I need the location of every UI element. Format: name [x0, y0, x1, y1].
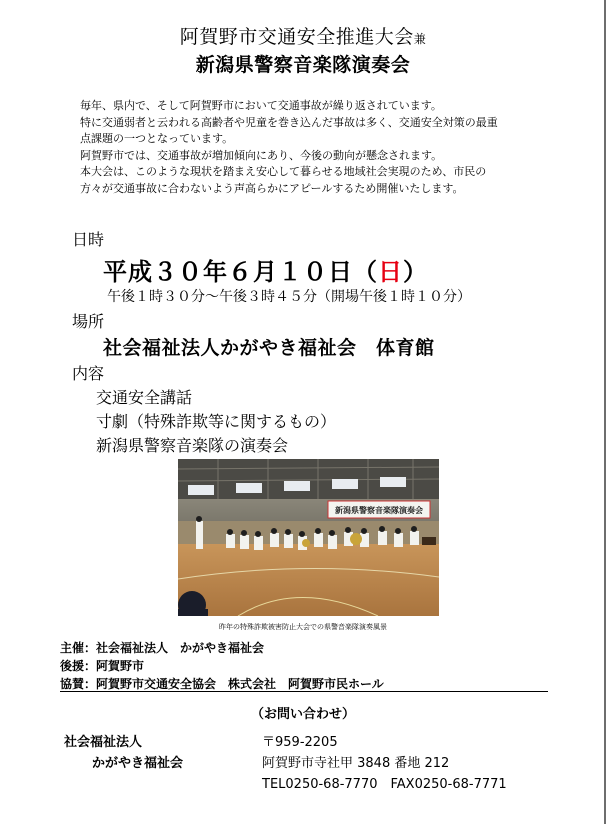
cosponsor-line: 協賛：阿賀野市交通安全協会 株式会社 阿賀野市民ホール [60, 677, 384, 691]
support-line: 後援：阿賀野市 [60, 659, 145, 673]
contact-postal: 〒959-2205 [262, 735, 338, 750]
contact-phone-fax: TEL0250-68-7770 FAX0250-68-7771 [262, 777, 507, 792]
event-venue: 社会福祉法人かがやき福祉会 体育館 [103, 337, 435, 359]
weekday-sunday: 日 [378, 258, 403, 286]
title-ken: 兼 [413, 32, 427, 46]
intro-line: 毎年、県内で、そして阿賀野市において交通事故が繰り返されています。 [80, 99, 442, 112]
intro-line: 阿賀野市では、交通事故が増加傾向にあり、今後の動向が懸念されます。 [80, 148, 443, 162]
intro-line: 点課題の一つとなっています。 [80, 132, 234, 145]
band-performance-photo [178, 459, 439, 616]
contact-org-line1: 社会福祉法人 [64, 735, 143, 750]
contact-address: 阿賀野市寺社甲 3848 番地 212 [262, 756, 450, 771]
date-label: 日時 [72, 230, 105, 249]
intro-line: 方々が交通事故に合わないよう声高らかにアピールするため開催いたします。 [80, 181, 464, 195]
content-item: 交通安全講話 [96, 388, 193, 407]
venue-label: 場所 [72, 312, 105, 331]
event-time: 午後１時３０分～午後３時４５分（開場午後１時１０分） [107, 289, 471, 305]
event-title: 阿賀野市交通安全推進大会兼 [179, 26, 427, 48]
divider [60, 691, 548, 692]
photo-banner-text: 新潟県警察音楽隊演奏会 [335, 506, 423, 515]
intro-line: 特に交通弱者と云われる高齢者や児童を巻き込んだ事故は多く、交通安全対策の最重 [80, 115, 498, 129]
photo-caption: 昨年の特殊詐欺被害防止大会での県警音楽隊演奏風景 [219, 623, 387, 631]
content-label: 内容 [72, 364, 105, 383]
inquiry-heading: （お問い合わせ） [250, 707, 355, 722]
event-date: 平成３０年６月１０日（日） [103, 258, 428, 286]
content-item: 寸劇（特殊詐欺等に関するもの） [96, 412, 337, 431]
intro-paragraph [80, 98, 560, 197]
content-item: 新潟県警察音楽隊の演奏会 [96, 436, 289, 455]
contact-org-line2: かがやき福祉会 [92, 756, 184, 771]
event-subtitle: 新潟県警察音楽隊演奏会 [195, 54, 411, 76]
intro-line: 本大会は、このような現状を踏まえ安心して暮らせる地域社会実現のため、市民の [80, 165, 487, 178]
host-line: 主催：社会福祉法人 かがやき福祉会 [60, 641, 265, 655]
